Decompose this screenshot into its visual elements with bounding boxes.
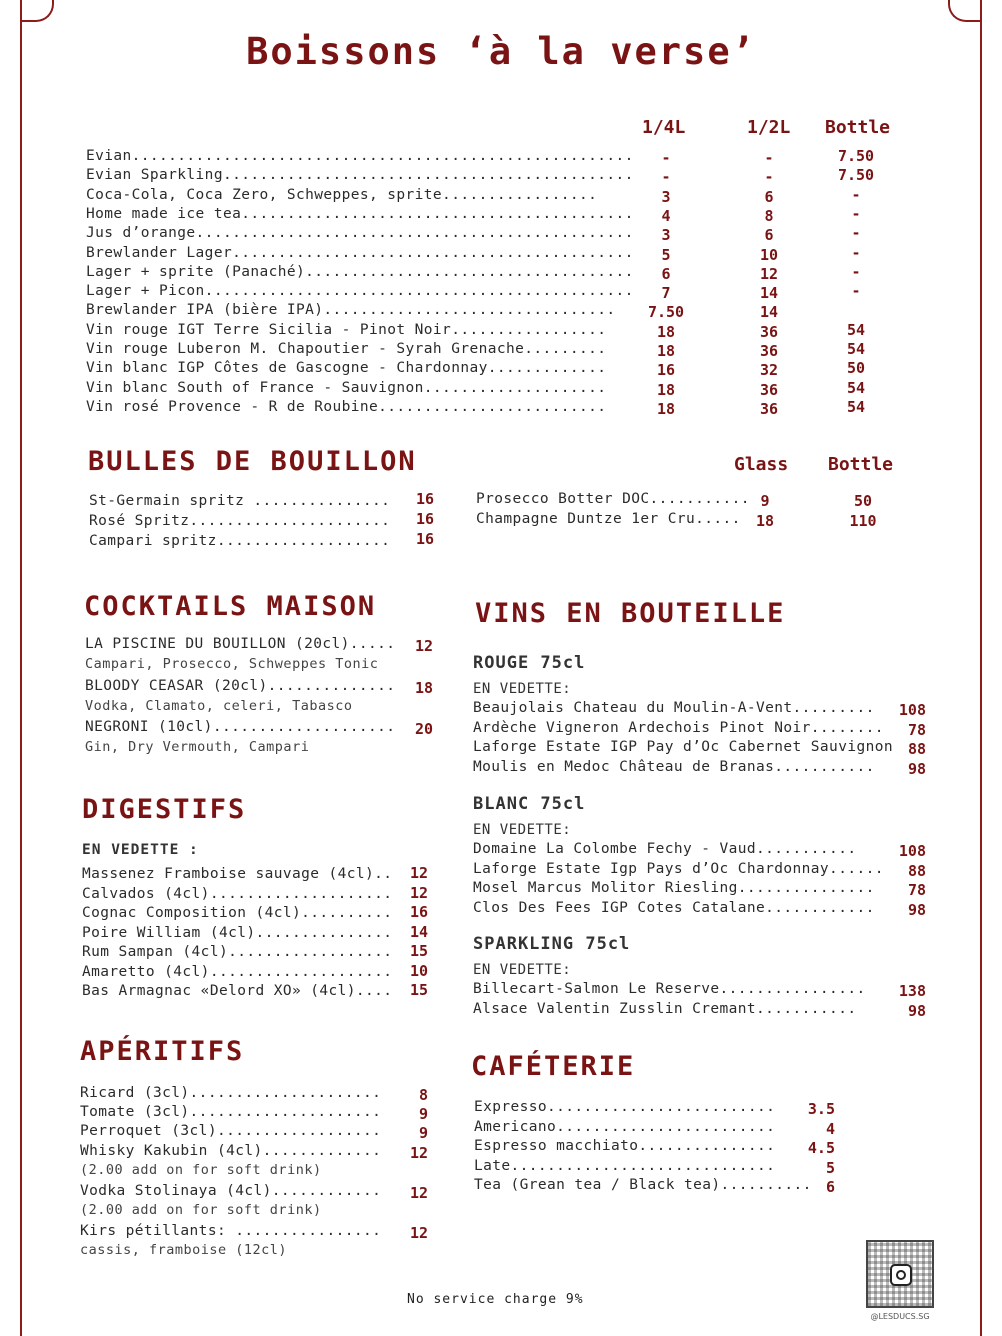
section-title-vins: VINS EN BOUTEILLE — [475, 598, 786, 629]
verse-price-quarter: 7.50 — [647, 303, 685, 322]
col-header-bottle: Bottle — [825, 117, 891, 138]
instagram-icon — [890, 1264, 912, 1286]
verse-price-quarter: 18 — [656, 399, 676, 418]
verse-price-quarter: - — [661, 149, 671, 167]
bulles-item-price: 16 — [415, 490, 434, 508]
wine-price: 108 — [898, 842, 926, 860]
aperitif-price: 9 — [418, 1105, 428, 1123]
digestif-name: Calvados (4cl).................... — [82, 885, 393, 902]
digestif-name: Bas Armagnac «Delord XO» (4cl).... — [82, 983, 393, 999]
verse-price-quarter: 4 — [661, 206, 671, 225]
verse-price-bottle: - — [851, 282, 861, 301]
verse-price-quarter: 5 — [661, 245, 671, 264]
digestif-price: 12 — [409, 864, 428, 882]
bulles-glass-price: 18 — [755, 512, 775, 530]
digestif-price: 10 — [409, 961, 428, 980]
col-header-glass: Glass — [734, 454, 789, 475]
wine-price: 78 — [907, 720, 926, 739]
verse-price-bottle: - — [851, 262, 861, 281]
verse-price-quarter: 18 — [656, 380, 676, 399]
wine-name: Laforge Estate Igp Pays d’Oc Chardonnay...... — [473, 860, 884, 877]
cafe-item-price: 3.5 — [807, 1100, 835, 1118]
verse-price-half: 32 — [759, 361, 779, 380]
col-header-quarter: 1/4L — [642, 117, 686, 138]
aperitif-description: (2.00 add on for soft drink) — [80, 1202, 322, 1218]
bulles-item-price: 16 — [415, 530, 434, 548]
wine-price: 78 — [907, 881, 926, 900]
verse-item-name: Vin rouge IGT Terre Sicilia - Pinot Noir................. — [86, 321, 607, 338]
verse-price-half: 12 — [759, 264, 779, 283]
digestif-price: 15 — [409, 981, 428, 999]
verse-price-bottle: - — [851, 204, 861, 223]
verse-price-quarter: - — [661, 168, 671, 187]
verse-price-half: 8 — [764, 206, 774, 225]
bulles-item-price: 16 — [415, 510, 434, 528]
verse-item-name: Brewlander IPA (bière IPA)................................ — [86, 302, 616, 319]
col-header-bulles-bottle: Bottle — [828, 454, 894, 475]
qr-label: @LESDUCS.SG — [870, 1312, 930, 1321]
aperitif-price: 9 — [418, 1124, 428, 1142]
cafe-item-name: Tea (Grean tea / Black tea).......... — [474, 1177, 812, 1193]
cocktail-name: BLOODY CEASAR (20cl).............. — [85, 678, 396, 694]
digestif-price: 15 — [409, 942, 428, 960]
cocktail-description: Gin, Dry Vermouth, Campari — [85, 739, 310, 755]
digestif-name: Cognac Composition (4cl).......... — [82, 905, 393, 921]
wine-name: Domaine La Colombe Fechy - Vaud........... — [473, 841, 857, 857]
verse-price-bottle: - — [851, 224, 861, 243]
aperitif-name: Whisky Kakubin (4cl)............. — [80, 1143, 382, 1159]
cocktail-price: 12 — [414, 637, 433, 655]
bulles-item-name: Campari spritz................... — [89, 533, 391, 549]
wine-name: Billecart-Salmon Le Reserve................ — [473, 981, 866, 997]
wine-group-subtitle: EN VEDETTE: — [473, 822, 572, 838]
verse-price-half: 6 — [764, 226, 774, 245]
wine-price: 88 — [907, 740, 926, 759]
verse-price-bottle: - — [851, 185, 861, 204]
qr-code[interactable] — [866, 1240, 934, 1308]
bulles-bottle-price: 110 — [849, 512, 877, 530]
verse-price-quarter: 3 — [661, 187, 671, 206]
cocktail-price: 20 — [414, 720, 433, 738]
verse-price-quarter: 18 — [656, 322, 676, 341]
verse-item-name: Coca-Cola, Coca Zero, Schweppes, sprite................. — [86, 186, 598, 203]
verse-price-half: 14 — [759, 284, 779, 303]
aperitif-name: Ricard (3cl)..................... — [80, 1085, 382, 1101]
aperitif-description: cassis, framboise (12cl) — [80, 1242, 288, 1258]
verse-price-bottle: 7.50 — [837, 147, 875, 165]
verse-item-name: Lager + Picon............................................... — [86, 283, 634, 300]
cafe-item-name: Expresso......................... — [474, 1099, 776, 1115]
cocktail-name: LA PISCINE DU BOUILLON (20cl)..... — [85, 636, 396, 652]
cafe-item-price: 4.5 — [807, 1139, 835, 1157]
section-title-cafeterie: CAFÉTERIE — [471, 1051, 636, 1082]
wine-price: 98 — [907, 1001, 926, 1020]
verse-price-quarter: 3 — [661, 226, 671, 245]
cafe-item-name: Americano........................ — [474, 1118, 776, 1135]
left-border-line — [20, 0, 22, 1336]
wine-name: Clos Des Fees IGP Cotes Catalane............ — [473, 899, 875, 916]
digestifs-subtitle: EN VEDETTE : — [82, 842, 199, 858]
wine-group-subtitle: EN VEDETTE: — [473, 962, 572, 978]
bulles-item-name: Champagne Duntze 1er Cru..... — [476, 511, 741, 527]
digestif-price: 14 — [409, 922, 428, 941]
section-title-digestifs: DIGESTIFS — [82, 794, 247, 825]
verse-price-quarter: 18 — [656, 342, 676, 360]
wine-price: 138 — [898, 982, 926, 1000]
wine-name: Beaujolais Chateau du Moulin-A-Vent......... — [473, 700, 875, 716]
verse-price-quarter: 16 — [656, 361, 676, 380]
cafe-item-price: 4 — [825, 1119, 835, 1138]
wine-price: 108 — [898, 701, 926, 719]
aperitif-name: Tomate (3cl)..................... — [80, 1104, 382, 1120]
verse-price-bottle: 54 — [846, 320, 866, 339]
aperitif-price: 8 — [418, 1086, 428, 1104]
cafe-item-name: Late............................. — [474, 1157, 776, 1174]
verse-price-half: - — [764, 168, 774, 187]
verse-item-name: Evian....................................................... — [86, 148, 634, 164]
wine-name: Ardèche Vigneron Ardechois Pinot Noir........ — [473, 719, 884, 736]
cocktail-description: Vodka, Clamato, celeri, Tabasco — [85, 698, 353, 714]
bulles-item-name: Rosé Spritz...................... — [89, 513, 391, 529]
wine-price: 98 — [907, 759, 926, 778]
right-corner-ornament — [948, 0, 982, 22]
section-title-aperitifs: APÉRITIFS — [80, 1036, 245, 1067]
verse-item-name: Vin rosé Provence - R de Roubine......................... — [86, 398, 607, 415]
footer-note: No service charge 9% — [407, 1292, 584, 1307]
verse-price-half: 36 — [759, 399, 779, 418]
wine-name: Moulis en Medoc Château de Branas........... — [473, 758, 875, 775]
cocktail-name: NEGRONI (10cl).................... — [85, 719, 396, 735]
section-title-cocktails: COCKTAILS MAISON — [84, 591, 377, 622]
digestif-name: Massenez Framboise sauvage (4cl).. — [82, 866, 393, 882]
wine-group-title: BLANC 75cl — [473, 794, 586, 814]
verse-item-name: Jus d’orange................................................ — [86, 225, 634, 242]
verse-price-half: - — [764, 149, 774, 167]
aperitif-description: (2.00 add on for soft drink) — [80, 1162, 322, 1178]
verse-item-name: Lager + sprite (Panaché).................................... — [86, 263, 634, 280]
verse-price-half: 36 — [759, 322, 779, 341]
verse-price-bottle: 54 — [846, 378, 866, 397]
wine-group-title: ROUGE 75cl — [473, 653, 586, 673]
bulles-glass-price: 9 — [760, 492, 770, 510]
verse-price-half: 14 — [759, 303, 779, 322]
wine-price: 98 — [907, 900, 926, 919]
verse-price-half: 36 — [759, 342, 779, 360]
verse-price-half: 36 — [759, 380, 779, 399]
page-title: Boissons ‘à la verse’ — [246, 30, 756, 73]
verse-price-bottle: 50 — [846, 359, 866, 378]
bulles-item-name: St-Germain spritz ............... — [89, 493, 391, 509]
verse-item-name: Vin blanc IGP Côtes de Gascogne - Chardonnay............. — [86, 360, 607, 377]
verse-price-bottle: 54 — [846, 397, 866, 416]
cafe-item-price: 5 — [825, 1158, 835, 1177]
aperitif-name: Vodka Stolinaya (4cl)............ — [80, 1183, 382, 1199]
digestif-name: Rum Sampan (4cl).................. — [82, 944, 393, 960]
verse-item-name: Brewlander Lager............................................ — [86, 244, 634, 261]
verse-item-name: Evian Sparkling............................................. — [86, 167, 634, 184]
col-header-half: 1/2L — [747, 117, 791, 138]
cafe-item-price: 6 — [825, 1178, 835, 1196]
wine-name: Laforge Estate IGP Pay d’Oc Cabernet Sauvignon — [473, 739, 893, 756]
verse-item-name: Vin rouge Luberon M. Chapoutier - Syrah Grenache......... — [86, 341, 607, 357]
wine-group-subtitle: EN VEDETTE: — [473, 681, 572, 697]
verse-item-name: Home made ice tea........................................... — [86, 205, 634, 222]
cocktail-price: 18 — [414, 679, 433, 697]
verse-price-bottle: 7.50 — [837, 166, 875, 185]
wine-name: Alsace Valentin Zusslin Cremant........... — [473, 1000, 857, 1017]
digestif-price: 16 — [409, 903, 428, 921]
section-title-bulles: BULLES DE BOUILLON — [88, 446, 417, 477]
aperitif-name: Perroquet (3cl).................. — [80, 1123, 382, 1139]
right-border-line — [980, 0, 982, 1336]
verse-price-bottle: - — [851, 243, 861, 262]
bulles-bottle-price: 50 — [853, 492, 873, 510]
cafe-item-name: Espresso macchiato............... — [474, 1138, 776, 1154]
aperitif-price: 12 — [409, 1184, 428, 1202]
bulles-item-name: Prosecco Botter DOC........... — [476, 491, 750, 507]
digestif-name: Poire William (4cl)............... — [82, 924, 393, 941]
wine-name: Mosel Marcus Molitor Riesling............... — [473, 880, 875, 897]
verse-price-half: 10 — [759, 245, 779, 264]
verse-price-quarter: 6 — [661, 264, 671, 283]
verse-price-half: 6 — [764, 187, 774, 206]
verse-price-quarter: 7 — [661, 284, 671, 303]
verse-item-name: Vin blanc South of France - Sauvignon.................... — [86, 379, 607, 396]
aperitif-name: Kirs pétillants: ................ — [80, 1223, 382, 1239]
cocktail-description: Campari, Prosecco, Schweppes Tonic — [85, 656, 379, 672]
digestif-name: Amaretto (4cl).................... — [82, 963, 393, 980]
aperitif-price: 12 — [409, 1144, 428, 1162]
left-corner-ornament — [20, 0, 54, 22]
wine-price: 88 — [907, 861, 926, 880]
aperitif-price: 12 — [409, 1224, 428, 1242]
wine-group-title: SPARKLING 75cl — [473, 934, 631, 954]
verse-price-bottle: 54 — [846, 340, 866, 358]
digestif-price: 12 — [409, 883, 428, 902]
